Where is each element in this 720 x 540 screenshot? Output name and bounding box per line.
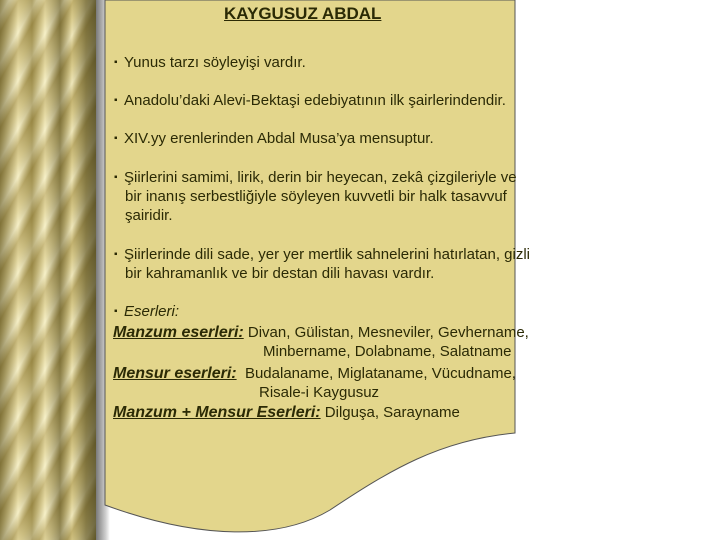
slide-title: KAYGUSUZ ABDAL — [224, 4, 382, 23]
bullet-3: ▪ XIV.yy erenlerinden Abdal Musa’ya mensuptur. — [124, 129, 434, 148]
both-line: Dilguşa, Sarayname — [324, 404, 460, 421]
manzum-line-2: Minbername, Dolabname, Salatname — [263, 343, 512, 360]
bullet-2: ▪ Anadolu’daki Alevi-Bektaşi edebiyatının ilk şairlerindendir. — [124, 91, 506, 110]
both-works — [113, 403, 460, 422]
mensur-label: Mensur eserleri: — [113, 365, 237, 382]
bullet-4-line-3: şairidir. — [125, 207, 173, 224]
bullet-1: ▪ Yunus tarzı söyleyişi vardır. — [124, 53, 306, 72]
bullet-5-line-2: bir kahramanlık ve bir destan dili havası vardır. — [125, 265, 435, 282]
manzum-label: Manzum eserleri: — [113, 324, 244, 341]
mensur-line-2: Risale-i Kaygusuz — [259, 384, 380, 401]
mensur-line-1: Budalaname, Miglataname, Vücudname, — [244, 365, 516, 382]
works-heading: ▪ Eserleri: — [124, 302, 179, 321]
mensur-works — [113, 364, 516, 383]
bullet-4: ▪ Şiirlerini samimi, lirik, derin bir heyecan, zekâ çizgileriyle ve — [124, 168, 517, 187]
manzum-line-1: Divan, Gülistan, Mesneviler, Gevhername, — [247, 324, 529, 341]
bullet-4-line-2: bir inanış serbestliğiyle söyleyen kuvvetli bir halk tasavvuf — [125, 188, 507, 205]
bullet-5: ▪ Şiirlerinde dili sade, yer yer mertlik sahnelerini hatırlatan, gizli — [124, 245, 530, 264]
both-label: Manzum + Mensur Eserleri: — [113, 404, 321, 421]
manzum-works — [113, 323, 529, 342]
